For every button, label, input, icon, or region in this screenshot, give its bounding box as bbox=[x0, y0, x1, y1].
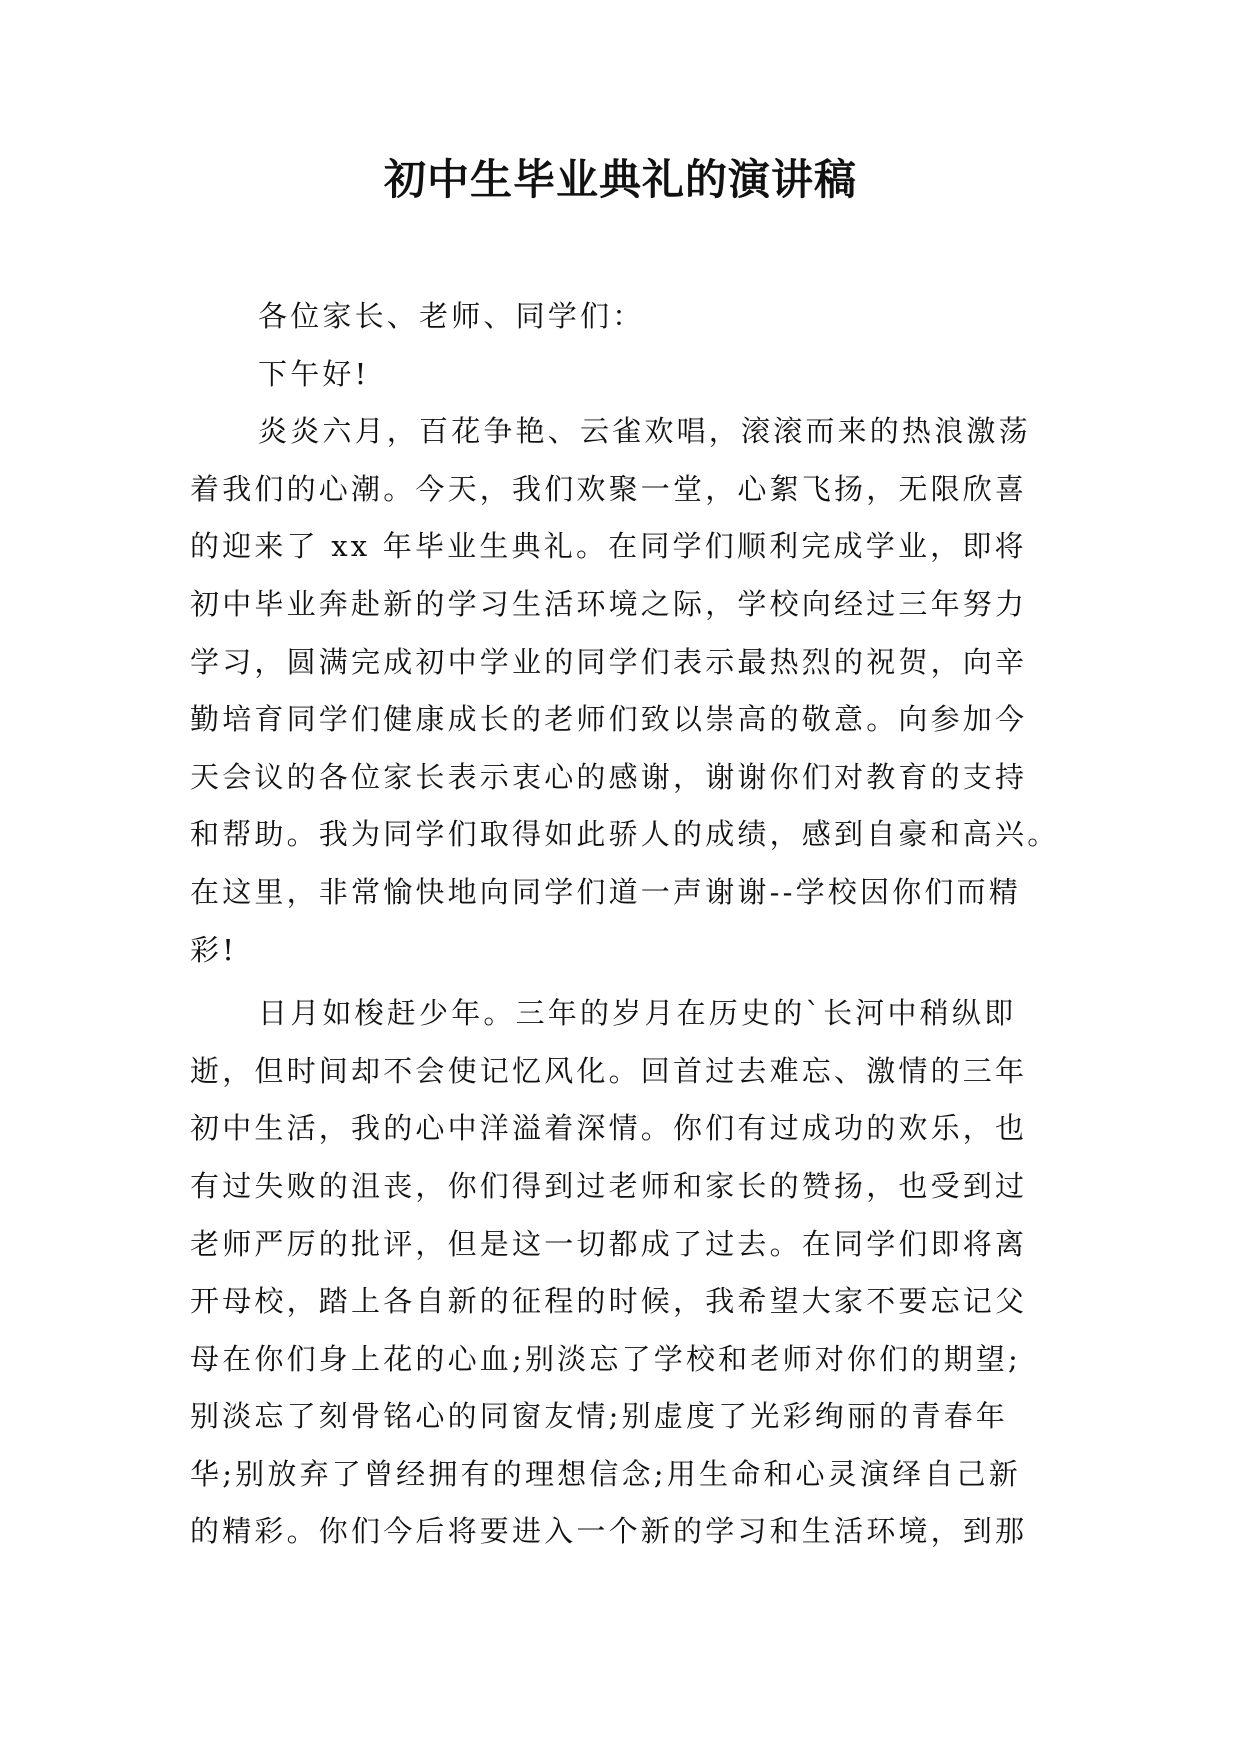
paragraph-line: 和帮助。我为同学们取得如此骄人的成绩，感到自豪和高兴。 bbox=[190, 817, 1060, 852]
paragraph-line: 的迎来了 xx 年毕业生典礼。在同学们顺利完成学业，即将 bbox=[190, 529, 1027, 564]
paragraph-line: 母在你们身上花的心血;别淡忘了学校和老师对你们的期望; bbox=[190, 1341, 1021, 1376]
paragraph-line: 勤培育同学们健康成长的老师们致以崇高的敬意。向参加今 bbox=[190, 702, 1028, 737]
paragraph-line: 日月如梭赶少年。三年的岁月在历史的`长河中稍纵即 bbox=[258, 996, 1017, 1031]
paragraph-line: 逝，但时间却不会使记忆风化。回首过去难忘、激情的三年 bbox=[190, 1053, 1028, 1088]
paragraph-line: 在这里，非常愉快地向同学们道一声谢谢--学校因你们而精 bbox=[190, 874, 1021, 909]
paragraph-line: 的精彩。你们今后将要进入一个新的学习和生活环境，到那 bbox=[190, 1514, 1028, 1549]
paragraph-line: 彩! bbox=[190, 932, 238, 967]
paragraph-line: 华;别放弃了曾经拥有的理想信念;用生命和心灵演绎自己新 bbox=[190, 1456, 1021, 1491]
greeting-line: 下午好! bbox=[258, 356, 370, 391]
paragraph-line: 有过失败的沮丧，你们得到过老师和家长的赞扬，也受到过 bbox=[190, 1168, 1028, 1203]
paragraph-line: 学习，圆满完成初中学业的同学们表示最热烈的祝贺，向辛 bbox=[190, 644, 1028, 679]
paragraph-line: 初中生活，我的心中洋溢着深情。你们有过成功的欢乐，也 bbox=[190, 1111, 1028, 1146]
paragraph-line: 天会议的各位家长表示衷心的感谢，谢谢你们对教育的支持 bbox=[190, 759, 1028, 794]
paragraph-line: 着我们的心潮。今天，我们欢聚一堂，心絮飞扬，无限欣喜 bbox=[190, 471, 1028, 506]
document-title: 初中生毕业典礼的演讲稿 bbox=[383, 155, 857, 204]
paragraph-1 bbox=[190, 403, 1060, 979]
document-body bbox=[190, 288, 1060, 1561]
salutation-line: 各位家长、老师、同学们： bbox=[258, 299, 645, 333]
paragraph-line: 开母校，踏上各自新的征程的时候，我希望大家不要忘记父 bbox=[190, 1284, 1028, 1319]
paragraph-line: 老师严厉的批评，但是这一切都成了过去。在同学们即将离 bbox=[190, 1226, 1028, 1261]
paragraph-line: 初中毕业奔赴新的学习生活环境之际，学校向经过三年努力 bbox=[190, 586, 1028, 621]
paragraph-line: 别淡忘了刻骨铭心的同窗友情;别虚度了光彩绚丽的青春年 bbox=[190, 1399, 1008, 1434]
paragraph-2 bbox=[190, 985, 1055, 1561]
paragraph-line: 炎炎六月，百花争艳、云雀欢唱，滚滚而来的热浪激荡 bbox=[258, 414, 1031, 449]
